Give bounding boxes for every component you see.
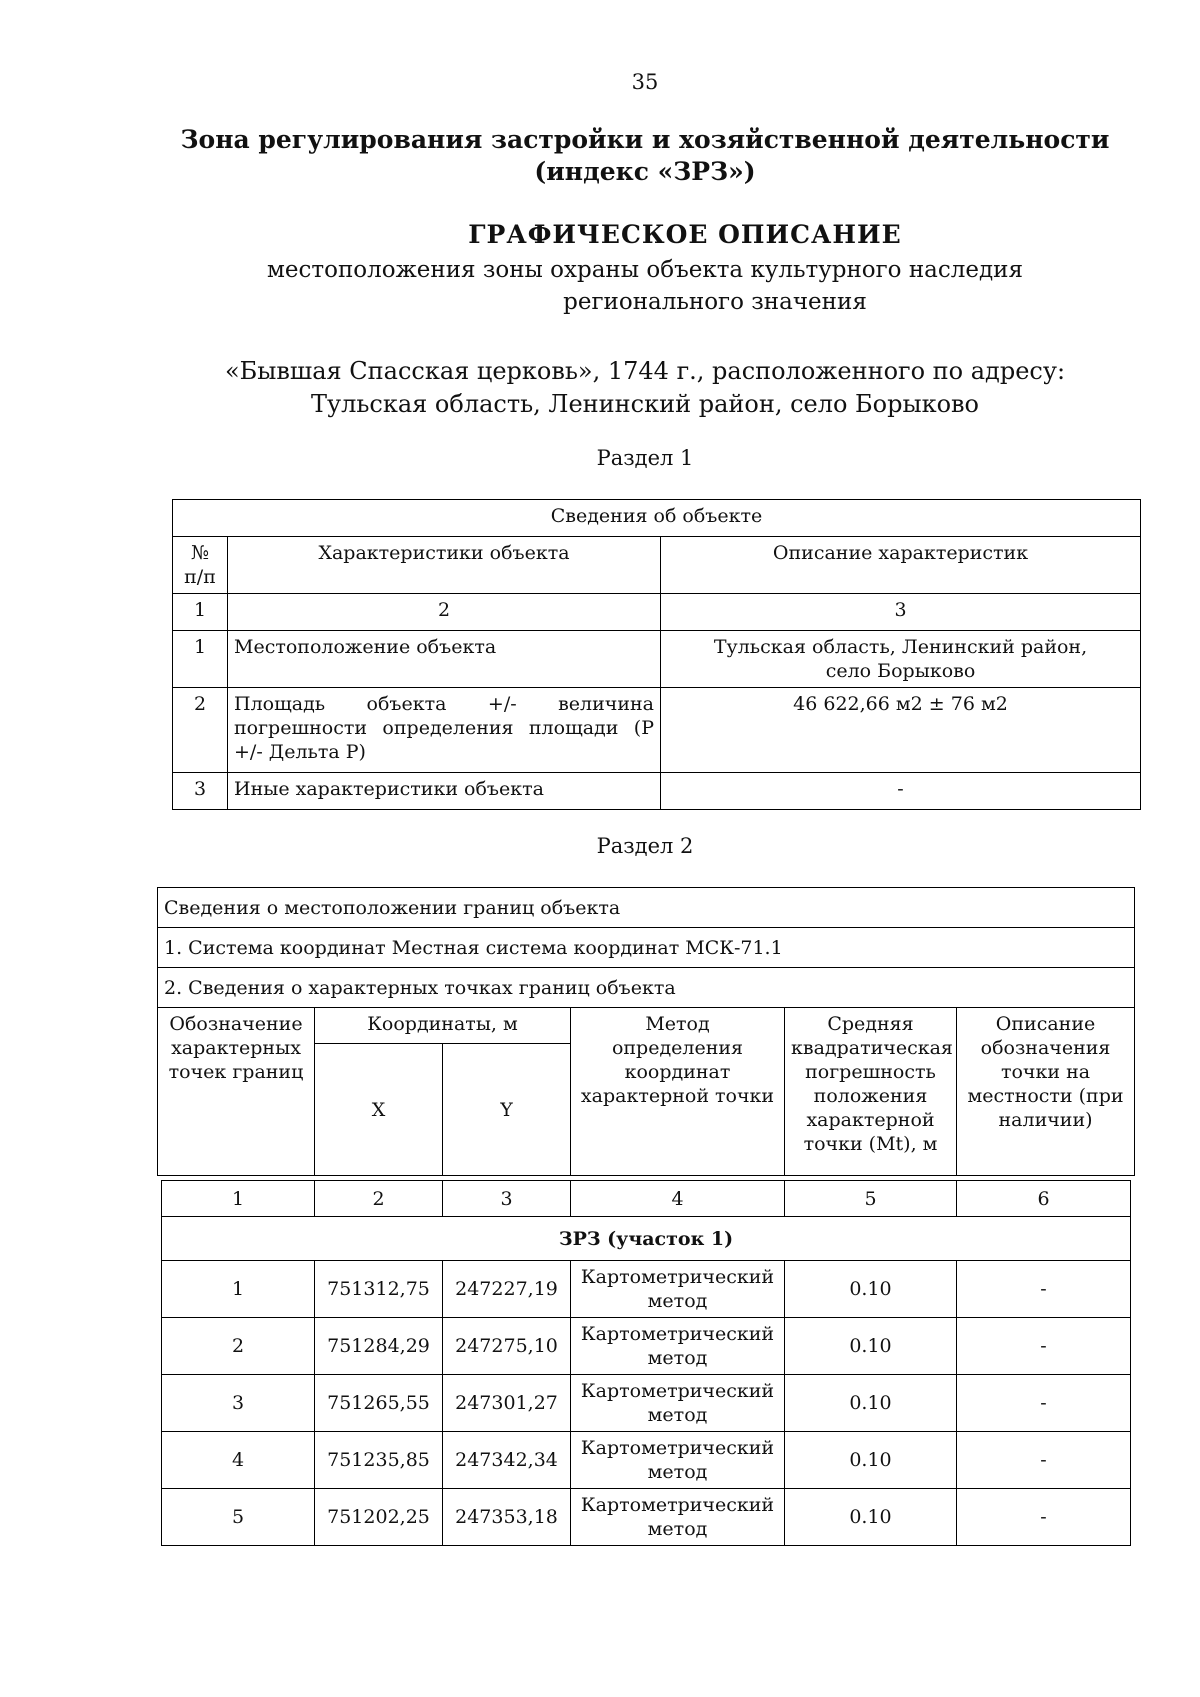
page-number: 35 bbox=[631, 70, 659, 94]
header-designation: Обозначение характерных точек границ bbox=[158, 1008, 315, 1176]
graphic-description-title: ГРАФИЧЕСКОЕ ОПИСАНИЕ bbox=[468, 220, 902, 249]
point-method: Картометрический метод bbox=[571, 1489, 785, 1546]
object-name bbox=[0, 355, 1200, 421]
header-y: Y bbox=[443, 1044, 571, 1176]
column-number: 1 bbox=[173, 594, 228, 631]
column-number: 4 bbox=[571, 1181, 785, 1217]
points-title: 2. Сведения о характерных точках границ объекта bbox=[158, 968, 1135, 1008]
header-coordinates: Координаты, м bbox=[315, 1008, 571, 1044]
group-title: ЗРЗ (участок 1) bbox=[162, 1217, 1131, 1261]
table-row bbox=[173, 773, 1141, 810]
header-characteristics: Характеристики объекта bbox=[228, 537, 661, 594]
point-x: 751265,55 bbox=[315, 1375, 443, 1432]
point-description: - bbox=[957, 1261, 1131, 1318]
row-num: 3 bbox=[173, 773, 228, 810]
point-description: - bbox=[957, 1375, 1131, 1432]
point-method: Картометрический метод bbox=[571, 1261, 785, 1318]
point-id: 1 bbox=[162, 1261, 315, 1318]
column-number: 1 bbox=[162, 1181, 315, 1217]
column-number: 3 bbox=[661, 594, 1141, 631]
point-error: 0.10 bbox=[785, 1261, 957, 1318]
point-x: 751202,25 bbox=[315, 1489, 443, 1546]
row-num: 2 bbox=[173, 688, 228, 773]
point-y: 247342,34 bbox=[443, 1432, 571, 1489]
boundary-header-table bbox=[157, 887, 1135, 1176]
coordinate-system: 1. Система координат Местная система координат МСК-71.1 bbox=[158, 928, 1135, 968]
row-description: Тульская область, Ленинский район, село Борыково bbox=[661, 631, 1141, 688]
row-num: 1 bbox=[173, 631, 228, 688]
table-row bbox=[162, 1432, 1131, 1489]
object-line2: Тульская область, Ленинский район, село Борыково bbox=[310, 390, 980, 418]
column-number: 2 bbox=[228, 594, 661, 631]
point-error: 0.10 bbox=[785, 1318, 957, 1375]
section2-label: Раздел 2 bbox=[596, 834, 694, 858]
section1-label: Раздел 1 bbox=[596, 446, 694, 470]
point-description: - bbox=[957, 1318, 1131, 1375]
table-row bbox=[162, 1261, 1131, 1318]
graphic-description-subtitle bbox=[0, 254, 1200, 318]
table-row bbox=[162, 1375, 1131, 1432]
table-row bbox=[162, 1489, 1131, 1546]
subtitle-line1: местоположения зоны охраны объекта культурного наследия bbox=[267, 257, 1023, 283]
header-point-description: Описание обозначения точки на местности (при наличии) bbox=[957, 1008, 1135, 1176]
header-num: № п/п bbox=[173, 537, 228, 594]
point-id: 4 bbox=[162, 1432, 315, 1489]
row-characteristic: Иные характеристики объекта bbox=[228, 773, 661, 810]
point-error: 0.10 bbox=[785, 1432, 957, 1489]
point-x: 751284,29 bbox=[315, 1318, 443, 1375]
point-id: 5 bbox=[162, 1489, 315, 1546]
point-id: 2 bbox=[162, 1318, 315, 1375]
point-method: Картометрический метод bbox=[571, 1318, 785, 1375]
header-method: Метод определения координат характерной точки bbox=[571, 1008, 785, 1176]
column-number: 5 bbox=[785, 1181, 957, 1217]
object-line1: «Бывшая Спасская церковь», 1744 г., расположенного по адресу: bbox=[224, 357, 1066, 385]
point-method: Картометрический метод bbox=[571, 1432, 785, 1489]
point-y: 247275,10 bbox=[443, 1318, 571, 1375]
point-id: 3 bbox=[162, 1375, 315, 1432]
column-number: 6 bbox=[957, 1181, 1131, 1217]
row-description: - bbox=[661, 773, 1141, 810]
zone-title bbox=[0, 124, 1200, 188]
point-method: Картометрический метод bbox=[571, 1375, 785, 1432]
header-error: Средняя квадратическая погрешность положения характерной точки (Mt), м bbox=[785, 1008, 957, 1176]
point-y: 247301,27 bbox=[443, 1375, 571, 1432]
header-description: Описание характеристик bbox=[661, 537, 1141, 594]
boundary-title: Сведения о местоположении границ объекта bbox=[158, 888, 1135, 928]
subtitle-line2: регионального значения bbox=[563, 289, 867, 315]
point-y: 247227,19 bbox=[443, 1261, 571, 1318]
point-x: 751312,75 bbox=[315, 1261, 443, 1318]
point-x: 751235,85 bbox=[315, 1432, 443, 1489]
zone-title-line1: Зона регулирования застройки и хозяйственной деятельности bbox=[180, 125, 1110, 154]
boundary-points-table bbox=[161, 1180, 1131, 1546]
point-description: - bbox=[957, 1432, 1131, 1489]
header-x: X bbox=[315, 1044, 443, 1176]
zone-title-line2: (индекс «ЗРЗ») bbox=[534, 157, 756, 186]
object-info-table bbox=[172, 499, 1141, 810]
column-number: 3 bbox=[443, 1181, 571, 1217]
row-characteristic: Площадь объекта +/- величина погрешности определения площади (Р +/- Дельта Р) bbox=[228, 688, 661, 773]
column-number: 2 bbox=[315, 1181, 443, 1217]
table-row bbox=[173, 688, 1141, 773]
row-description: 46 622,66 м2 ± 76 м2 bbox=[661, 688, 1141, 773]
table-row bbox=[173, 631, 1141, 688]
point-description: - bbox=[957, 1489, 1131, 1546]
object-info-title: Сведения об объекте bbox=[173, 500, 1141, 537]
row-characteristic: Местоположение объекта bbox=[228, 631, 661, 688]
point-error: 0.10 bbox=[785, 1489, 957, 1546]
point-error: 0.10 bbox=[785, 1375, 957, 1432]
table-row bbox=[162, 1318, 1131, 1375]
point-y: 247353,18 bbox=[443, 1489, 571, 1546]
